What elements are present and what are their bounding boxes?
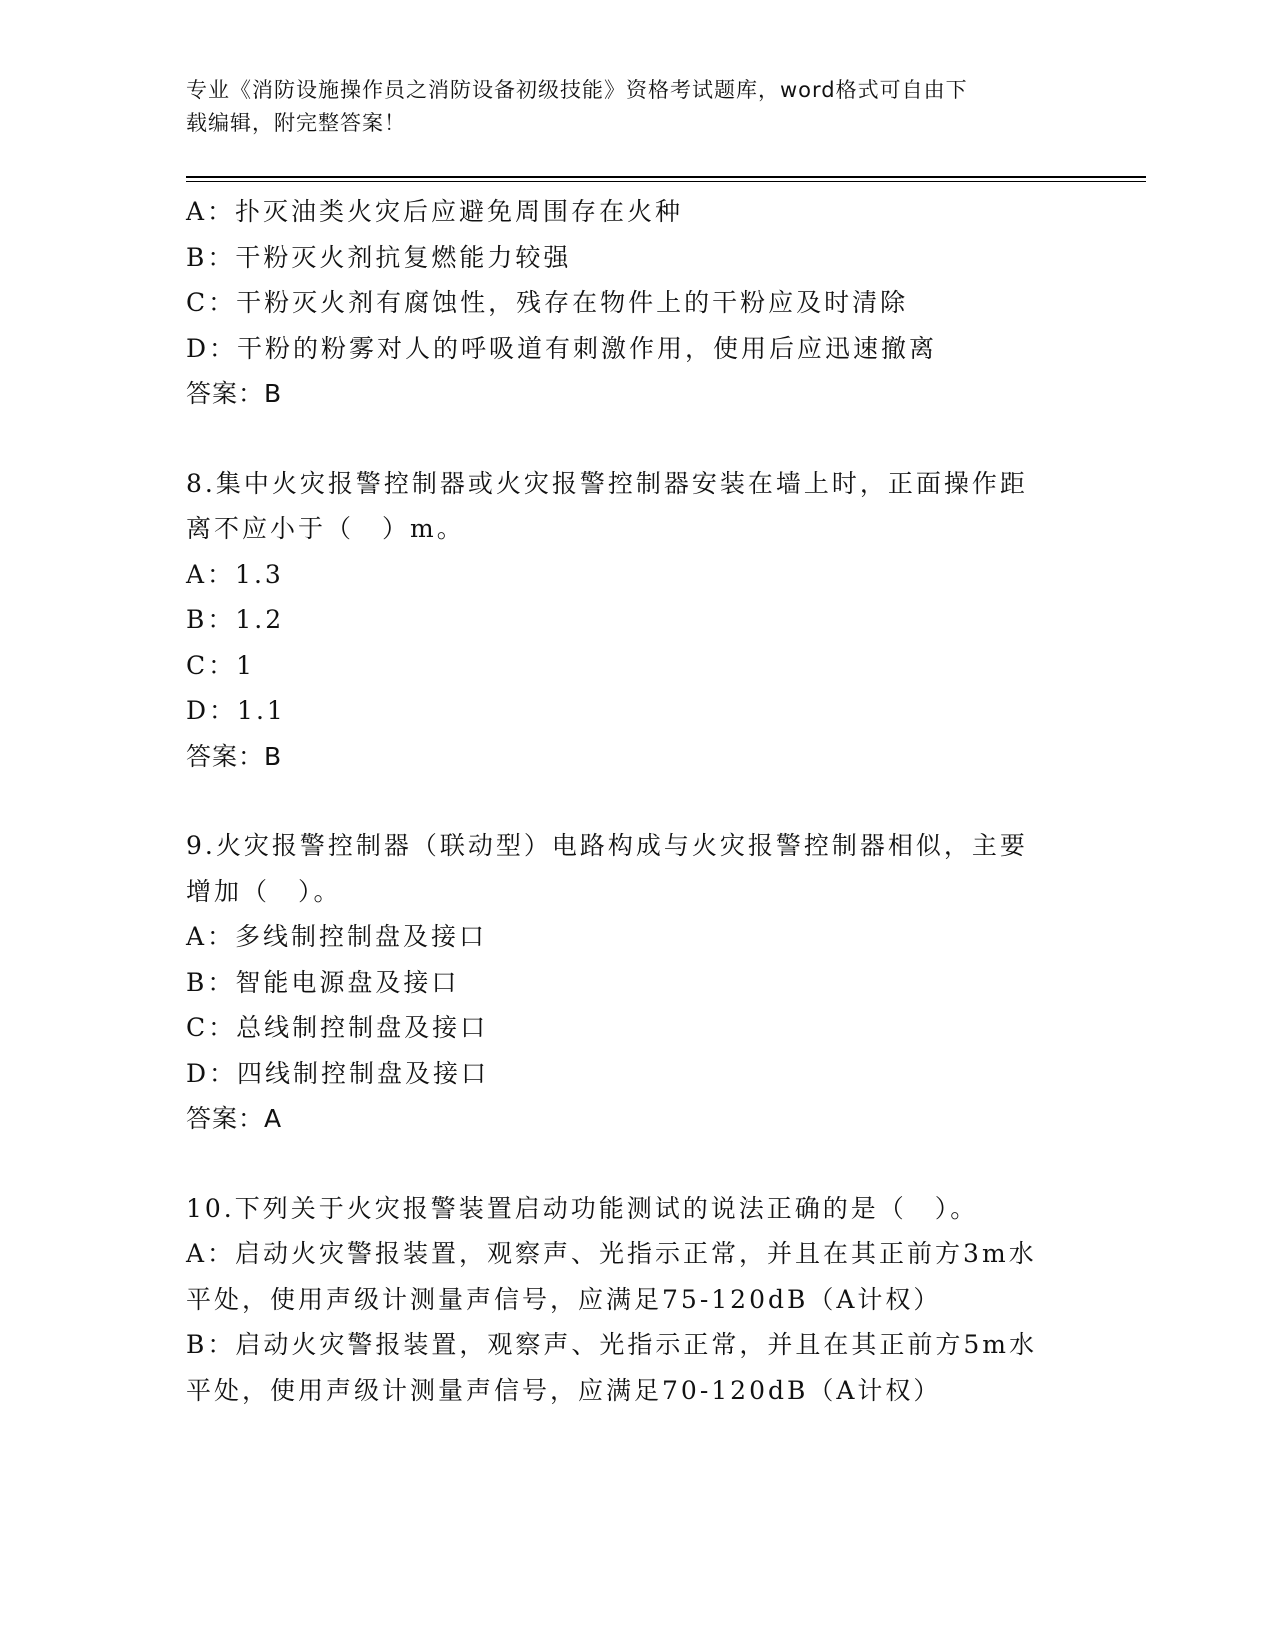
option-a: A：1.3 [186, 559, 284, 589]
option-a: A：多线制控制盘及接口 [186, 922, 488, 951]
question-8-block [186, 461, 1066, 780]
header-rule-thick [186, 176, 1146, 178]
spacer [186, 417, 1066, 461]
option-d: D：四线制控制盘及接口 [186, 1058, 490, 1088]
question-stem: 9.火灾报警控制器（联动型）电路构成与火灾报警控制器相似，主要 [186, 831, 1028, 860]
question-7-block [186, 189, 1066, 417]
question-stem-cont: 增加（ ）。 [186, 876, 342, 906]
option-d: D：干粉的粉雾对人的呼吸道有刺激作用，使用后应迅速撤离 [186, 333, 938, 363]
header-rule-thin [186, 181, 1146, 182]
question-10-block [186, 1186, 1066, 1414]
option-a: A：扑灭油类火灾后应避免周围存在火种 [186, 197, 684, 226]
answer: 答案：B [186, 379, 283, 408]
spacer [186, 1142, 1066, 1186]
question-stem: 10.下列关于火灾报警装置启动功能测试的说法正确的是（ ）。 [186, 1193, 979, 1223]
question-9-block [186, 823, 1066, 1142]
option-b-cont: 平处，使用声级计测量声信号，应满足70-120dB（A计权） [186, 1375, 942, 1405]
option-c: C：1 [186, 650, 256, 680]
question-content [186, 189, 1066, 1413]
option-b: B：1.2 [186, 605, 285, 634]
option-d: D：1.1 [186, 696, 286, 725]
answer: 答案：B [186, 741, 283, 771]
spacer [186, 779, 1066, 823]
option-b: B：启动火灾警报装置，观察声、光指示正常，并且在其正前方5m水 [186, 1330, 1037, 1359]
header-line-2: 载编辑，附完整答案！ [186, 111, 406, 135]
option-c: C：总线制控制盘及接口 [186, 1013, 489, 1042]
option-a-cont: 平处，使用声级计测量声信号，应满足75-120dB（A计权） [186, 1284, 942, 1314]
document-header [186, 74, 1066, 140]
option-a: A：启动火灾警报装置，观察声、光指示正常，并且在其正前方3m水 [186, 1239, 1037, 1268]
option-c: C：干粉灭火剂有腐蚀性，残存在物件上的干粉应及时清除 [186, 288, 909, 317]
header-line-1: 专业《消防设施操作员之消防设备初级技能》资格考试题库，word格式可自由下 [186, 78, 968, 102]
answer: 答案：A [186, 1104, 283, 1133]
option-b: B：干粉灭火剂抗复燃能力较强 [186, 242, 572, 272]
option-b: B：智能电源盘及接口 [186, 967, 460, 997]
question-stem-cont: 离不应小于（ ）m。 [186, 514, 465, 543]
question-stem: 8.集中火灾报警控制器或火灾报警控制器安装在墙上时，正面操作距 [186, 468, 1028, 498]
